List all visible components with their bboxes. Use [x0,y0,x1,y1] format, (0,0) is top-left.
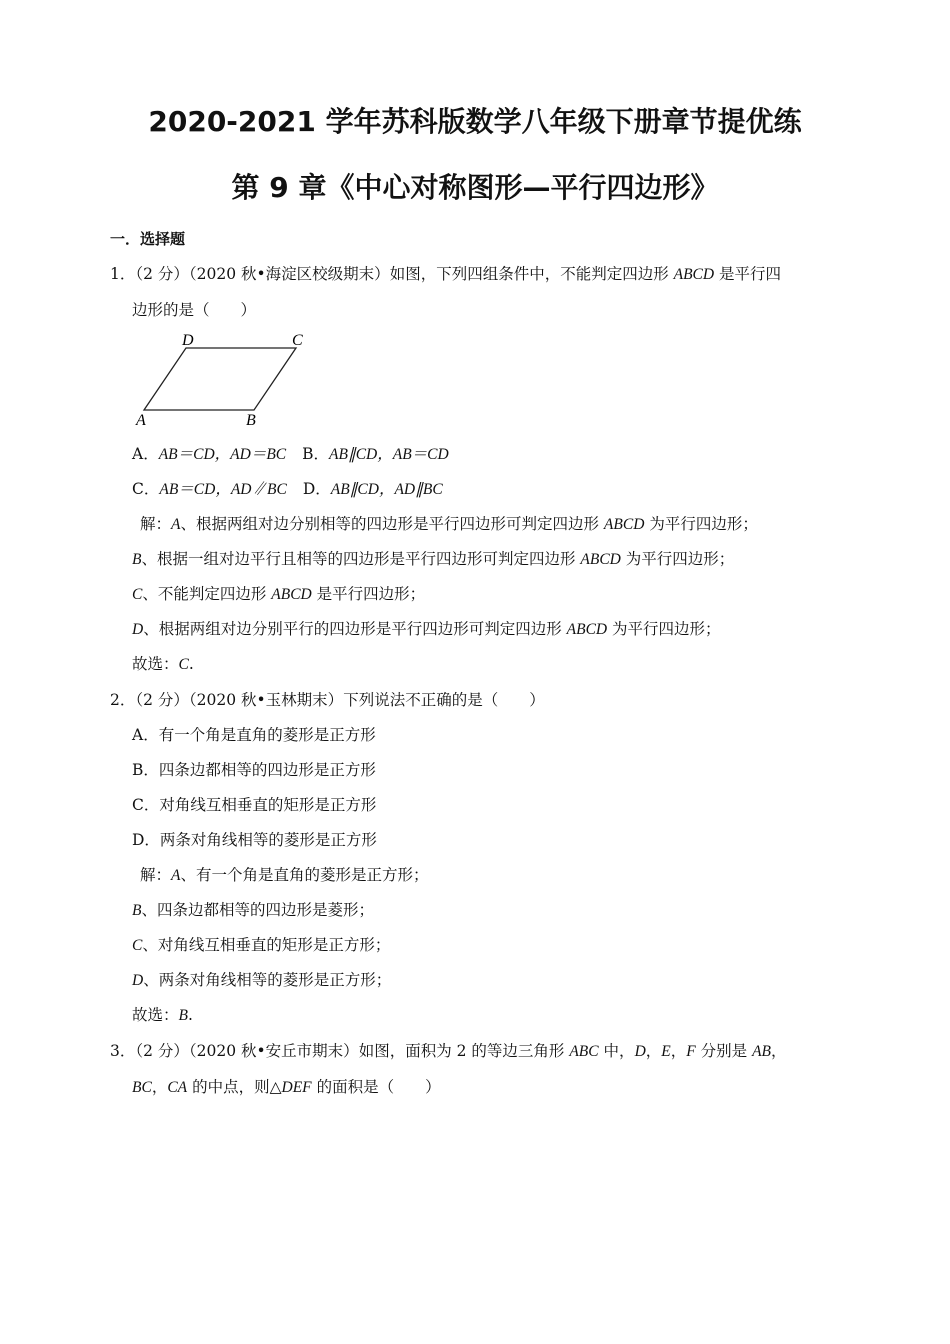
question-source: （2 分）（2020 秋•玉林期末） [135,691,344,709]
q1-solution-line-1: 解：A、根据两组对边分别相等的四边形是平行四边形可判定四边形 ABCD 为平行四边形； [140,515,758,533]
option-c-label: C． [132,480,160,498]
document-title: 2020-2021 学年苏科版数学八年级下册章节提优练 [148,105,802,138]
q2-option-a: A．有一个角是直角的菱形是正方形 [132,726,376,744]
question-1-options-row-1 [132,442,449,464]
q2-solution-line-2: B、四条边都相等的四边形是菱形； [132,901,374,919]
question-1-options-row-2 [132,477,443,499]
question-1-stem: 1．（2 分）（2020 秋•海淀区校级期末）如图，下列四组条件中，不能判定四边形 ABCD 是平行四 [110,265,782,283]
option-d-text: AB∥CD，AD∥BC [330,481,443,498]
option-d-label: D． [302,480,331,498]
section-heading: 一．选择题 [110,230,186,248]
question-number: 2． [110,691,136,709]
question-number: 3． [110,1042,136,1060]
question-source: （2 分）（2020 秋•海淀区校级期末） [135,265,390,283]
question-3-stem-cont: BC，CA 的中点，则△DEF 的面积是（ ） [132,1078,441,1096]
vertex-label-a: A [136,412,146,429]
question-1-stem-cont: 边形的是（ ） [132,301,257,319]
q2-solution-line-4: D、两条对角线相等的菱形是正方形； [132,971,392,989]
option-c-text: AB＝CD，AD∥BC [159,481,287,498]
q2-option-c: C．对角线互相垂直的矩形是正方形 [132,796,377,814]
option-a-text: AB＝CD，AD＝BC [158,446,287,463]
parallelogram-abcd [144,348,296,410]
chapter-title: 第 9 章《中心对称图形—平行四边形》 [231,171,719,204]
option-b-label: B． [302,445,330,463]
question-2-stem: 2．（2 分）（2020 秋•玉林期末）下列说法不正确的是（ ） [110,691,545,709]
question-3-stem: 3．（2 分）（2020 秋•安丘市期末）如图，面积为 2 的等边三角形 ABC 中，D，E，F 分别是 AB， [110,1042,787,1060]
vertex-label-c: C [292,332,303,349]
question-number: 1． [110,265,136,283]
q1-solution-line-4: D、根据两组对边分别平行的四边形是平行四边形可判定四边形 ABCD 为平行四边形； [132,620,721,638]
option-b-text: AB∥CD，AB＝CD [329,446,449,463]
q2-answer: 故选：B. [132,1006,193,1024]
parallelogram-figure [130,330,320,430]
q2-option-b: B．四条边都相等的四边形是正方形 [132,761,376,779]
vertex-label-b: B [246,412,256,429]
q2-solution-line-1: 解：A、有一个角是直角的菱形是正方形； [140,866,429,884]
question-source: （2 分）（2020 秋•安丘市期末） [135,1042,359,1060]
vertex-label-d: D [182,332,194,349]
q2-option-d: D．两条对角线相等的菱形是正方形 [132,831,377,849]
q1-solution-line-2: B、根据一组对边平行且相等的四边形是平行四边形可判定四边形 ABCD 为平行四边形； [132,550,735,568]
q2-solution-line-3: C、对角线互相垂直的矩形是正方形； [132,936,391,954]
q1-answer: 故选：C. [132,655,194,673]
option-a-label: A． [132,445,159,463]
q1-solution-line-3: C、不能判定四边形 ABCD 是平行四边形； [132,585,426,603]
